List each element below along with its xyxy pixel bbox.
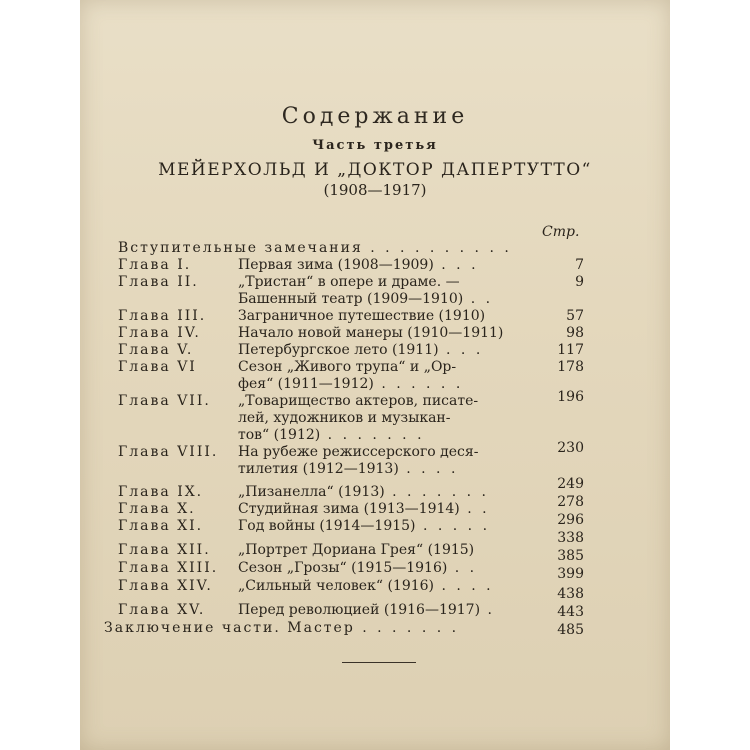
toc-entry-14: Глава XIV.	[118, 578, 213, 594]
book-page	[80, 0, 670, 750]
page-column-header: Стр.	[542, 224, 580, 240]
toc-title-1: Первая зима (1908—1909) . . .	[238, 257, 479, 273]
toc-title-12: „Портрет Дориана Грея“ (1915)	[238, 542, 475, 558]
toc-entry-6: Глава VI	[118, 359, 197, 375]
toc-page-14: 399	[557, 566, 584, 582]
toc-title-2a: „Тристан“ в опере и драме. —	[238, 274, 460, 290]
toc-title-3: Заграничное путешествие (1910)	[238, 308, 486, 324]
toc-title-13: Сезон „Грозы“ (1915—1916) . .	[238, 560, 478, 576]
bottom-rule	[342, 662, 416, 663]
toc-title-6a: Сезон „Живого трупа“ и „Ор-	[238, 359, 457, 375]
toc-entry-1	[118, 257, 191, 274]
toc-title-8a: На рубеже режиссерского деся-	[238, 444, 479, 460]
toc-entry-11: Глава XI.	[118, 518, 204, 534]
toc-title-15: Перед революцией (1916—1917) .	[238, 602, 495, 618]
toc-entry-10: Глава X.	[118, 501, 196, 517]
toc-entry-13: Глава XIII.	[118, 560, 219, 576]
toc-entry-conclusion: Заключение части. Мастер . . . . . . .	[104, 620, 460, 636]
toc-page-4: 117	[557, 342, 584, 358]
toc-label: Вступительные замечания	[118, 240, 363, 256]
section-heading: МЕЙЕРХОЛЬД И „ДОКТОР ДАПЕРТУТТО“	[158, 160, 592, 180]
toc-title-7a: „Товарищество актеров, писате-	[238, 393, 479, 409]
toc-label: Глава I.	[118, 257, 192, 273]
toc-page-12: 338	[557, 530, 584, 546]
toc-title-11: Год войны (1914—1915) . . . . .	[238, 518, 491, 534]
toc-page-7: 196	[557, 389, 584, 405]
toc-entry-8: Глава VIII.	[118, 444, 219, 460]
toc-title-7c: тов“ (1912) . . . . . . .	[238, 427, 425, 443]
toc-page-8: 230	[557, 440, 584, 456]
toc-title-5: Петербургское лето (1911) . . .	[238, 342, 484, 358]
toc-title-10: Студийная зима (1913—1914) . .	[238, 501, 490, 517]
toc-title-14: „Сильный человек“ (1916) . . . .	[238, 578, 494, 594]
toc-page-15: 438	[557, 586, 584, 602]
toc-page-last: 485	[557, 622, 584, 638]
toc-page-2b: 57	[566, 308, 584, 324]
toc-entry-5: Глава V.	[118, 342, 194, 358]
toc-entry-3: Глава III.	[118, 308, 207, 324]
toc-entry-intro: Вступительные замечания . . . . . . . . . .	[118, 240, 512, 256]
toc-entry-4: Глава IV.	[118, 325, 201, 341]
toc-title-7b: лей, художников и музыкан-	[238, 410, 451, 426]
toc-entry-15: Глава XV.	[118, 602, 206, 618]
toc-entry-12: Глава XII.	[118, 542, 211, 558]
toc-page-2: 9	[575, 274, 584, 290]
toc-page-10: 278	[557, 494, 584, 510]
part-label: Часть третья	[312, 138, 438, 153]
toc-page-11: 296	[557, 512, 584, 528]
toc-title-8b: тилетия (1912—1913) . . . .	[238, 461, 459, 477]
toc-title-9: „Пизанелла“ (1913) . . . . . . .	[238, 484, 489, 500]
toc-title-6b: фея“ (1911—1912) . . . . . .	[238, 376, 464, 392]
page-title: Содержание	[281, 104, 469, 129]
toc-page-9: 249	[557, 476, 584, 492]
toc-entry-7: Глава VII.	[118, 393, 211, 409]
toc-page-13: 385	[557, 548, 584, 564]
toc-entry-2: Глава II.	[118, 274, 199, 290]
section-years: (1908—1917)	[323, 181, 427, 199]
toc-title-2b: Башенный театр (1909—1910) . .	[238, 291, 494, 307]
toc-page-1: 7	[575, 257, 584, 273]
toc-entry-9: Глава IX.	[118, 484, 204, 500]
toc-page-5: 178	[557, 359, 584, 375]
toc-page-conclusion: 443	[557, 604, 584, 620]
toc-title-4: Начало новой манеры (1910—1911)	[238, 325, 504, 341]
toc-page-3: 98	[566, 325, 584, 341]
